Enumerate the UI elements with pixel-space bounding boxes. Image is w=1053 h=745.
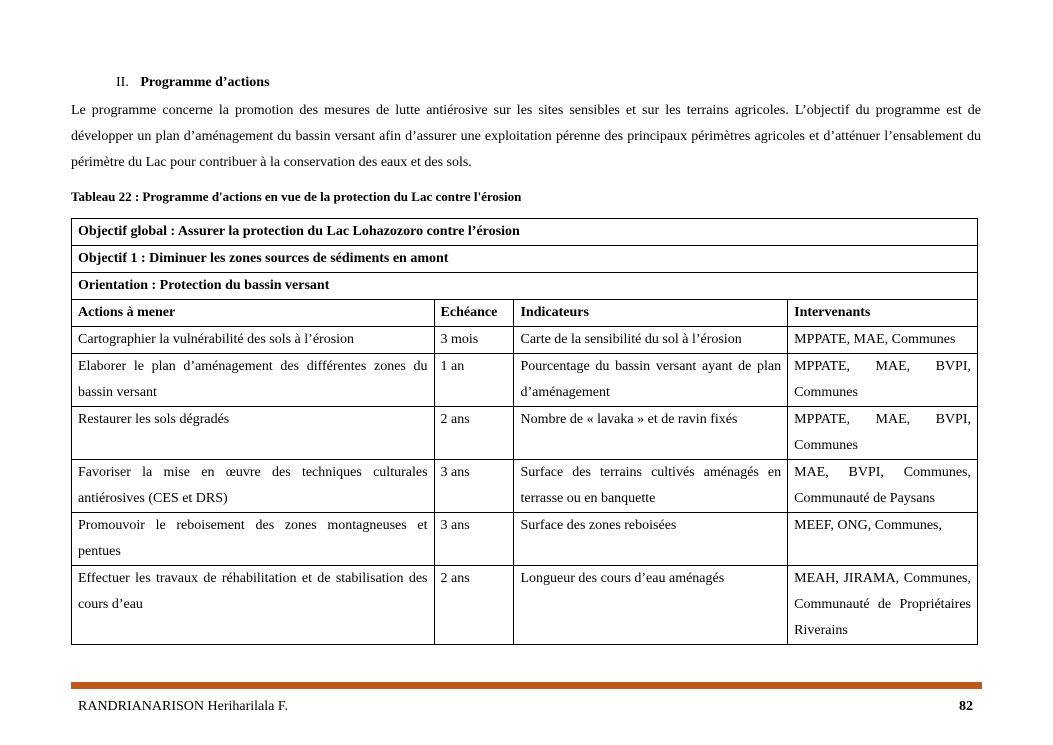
stakeholders-cell: MPPATE, MAE, BVPI, Communes (788, 354, 978, 407)
indicator-cell: Surface des zones reboisées (514, 513, 788, 566)
table-row (72, 513, 978, 566)
header-indicators: Indicateurs (514, 300, 788, 327)
stakeholders-cell: MEEF, ONG, Communes, (788, 513, 978, 566)
deadline-cell: 1 an (434, 354, 514, 407)
header-actions: Actions à mener (72, 300, 435, 327)
stakeholders-cell: MAE, BVPI, Communes, Communauté de Paysans (788, 460, 978, 513)
global-objective-cell: Objectif global : Assurer la protection du Lac Lohazozoro contre l’érosion (72, 219, 978, 246)
footer-author: RANDRIANARISON Heriharilala F. (78, 699, 289, 714)
deadline-cell: 3 mois (434, 327, 514, 354)
header-deadline: Echéance (434, 300, 514, 327)
table-header-row (72, 300, 978, 327)
deadline-cell: 3 ans (434, 460, 514, 513)
stakeholders-cell: MPPATE, MAE, BVPI, Communes (788, 407, 978, 460)
stakeholders-cell: MEAH, JIRAMA, Communes, Communauté de Propriétaires Riverains (788, 566, 978, 645)
header-stakeholders: Intervenants (788, 300, 978, 327)
objective-1-cell: Objectif 1 : Diminuer les zones sources de sédiments en amont (72, 246, 978, 273)
orientation-cell: Orientation : Protection du bassin versant (72, 273, 978, 300)
table-caption: Tableau 22 : Programme d'actions en vue de la protection du Lac contre l'érosion (71, 189, 522, 204)
table-row (72, 354, 978, 407)
action-cell: Elaborer le plan d’aménagement des différentes zones du bassin versant (72, 354, 435, 407)
indicator-cell: Longueur des cours d’eau aménagés (514, 566, 788, 645)
footer-divider (71, 682, 982, 689)
table-row (72, 327, 978, 354)
stakeholders-cell: MPPATE, MAE, Communes (788, 327, 978, 354)
table-row (72, 566, 978, 645)
deadline-cell: 2 ans (434, 407, 514, 460)
indicator-cell: Surface des terrains cultivés aménagés en terrasse ou en banquette (514, 460, 788, 513)
section-heading (116, 75, 270, 91)
section-title: Programme d’actions (140, 75, 270, 90)
action-cell: Restaurer les sols dégradés (72, 407, 435, 460)
action-cell: Effectuer les travaux de réhabilitation et de stabilisation des cours d’eau (72, 566, 435, 645)
intro-paragraph: Le programme concerne la promotion des mesures de lutte antiérosive sur les sites sensibles et sur les terrains agricoles. L’objectif du programme est de développer un plan d’aménagement du bassin versant afin d’assurer une exploitation pérenne des principaux périmètres agricoles et d’atténuer l’ensablement du périmètre du Lac pour contribuer à la conservation des eaux et des sols. (71, 103, 981, 170)
section-number: II. (116, 75, 129, 90)
table-row (72, 407, 978, 460)
deadline-cell: 2 ans (434, 566, 514, 645)
page-number: 82 (959, 699, 973, 714)
action-cell: Cartographier la vulnérabilité des sols à l’érosion (72, 327, 435, 354)
table-row (72, 460, 978, 513)
indicator-cell: Carte de la sensibilité du sol à l’érosion (514, 327, 788, 354)
action-cell: Promouvoir le reboisement des zones montagneuses et pentues (72, 513, 435, 566)
indicator-cell: Nombre de « lavaka » et de ravin fixés (514, 407, 788, 460)
indicator-cell: Pourcentage du bassin versant ayant de plan d’aménagement (514, 354, 788, 407)
action-program-table (71, 218, 978, 645)
action-cell: Favoriser la mise en œuvre des techniques culturales antiérosives (CES et DRS) (72, 460, 435, 513)
deadline-cell: 3 ans (434, 513, 514, 566)
